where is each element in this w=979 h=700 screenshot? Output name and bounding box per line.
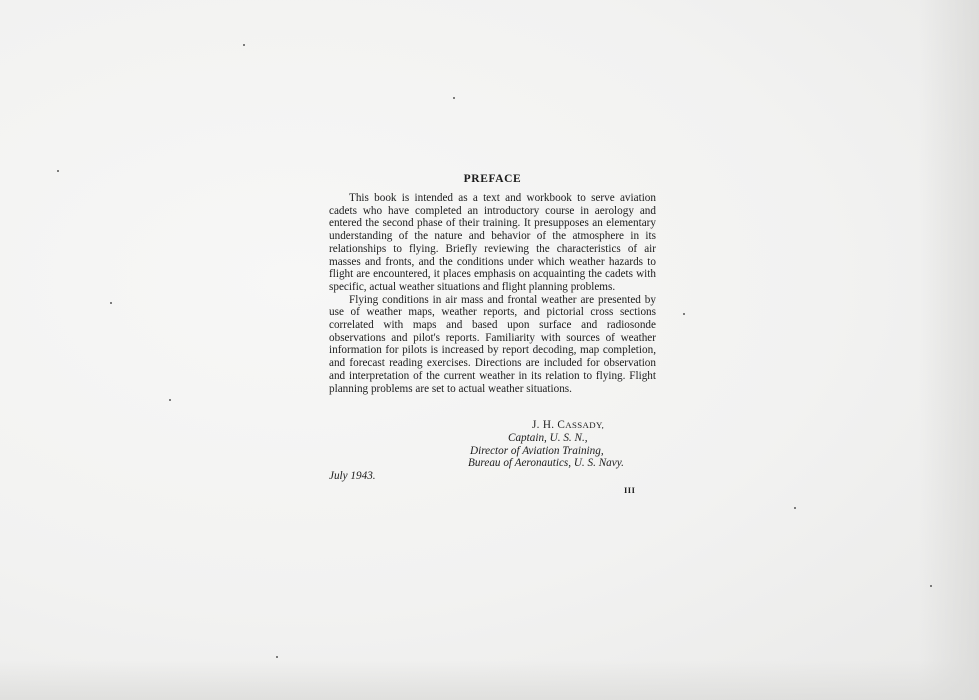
preface-title: PREFACE xyxy=(463,173,522,185)
paper-shadow-right xyxy=(919,0,979,700)
signatory-bureau: Bureau of Aeronautics, U. S. Navy. xyxy=(468,457,624,470)
paper-shadow-bottom xyxy=(0,660,979,700)
signatory-title: Director of Aviation Training, xyxy=(470,444,604,457)
paper-speck xyxy=(57,170,59,172)
signatory-initials: J. H. C xyxy=(532,419,566,431)
paper-speck xyxy=(169,399,171,401)
signatory-rank: Captain, U. S. N., xyxy=(508,431,588,444)
page-number: III xyxy=(624,485,636,495)
preface-date: July 1943. xyxy=(329,470,376,482)
paper-speck xyxy=(794,507,796,509)
paper-speck xyxy=(453,97,455,99)
paper-speck xyxy=(683,313,685,315)
paper-speck xyxy=(110,302,112,304)
preface-body xyxy=(329,192,656,395)
paper-speck xyxy=(276,656,278,658)
signatory-surname-small-caps: ASSADY, xyxy=(565,420,605,430)
signature-block xyxy=(468,419,668,470)
signatory-name xyxy=(468,419,668,432)
paper-speck xyxy=(930,585,932,587)
paper-speck xyxy=(243,44,245,46)
preface-paragraph-1: This book is intended as a text and workbook to serve aviation cadets who have completed an introductory course in aerology and entered the second phase of their training. It presupposes an elementary understanding of the nature and behavior of the atmosphere in its relationships to flying. Briefly reviewing the characteristics of air masses and fronts, and the conditions under which weather hazards to flight are encountered, it places emphasis on acquainting the cadets with specific, actual weather situations and flight planning problems. xyxy=(329,192,656,293)
preface-paragraph-2: Flying conditions in air mass and frontal weather are presented by use of weather maps, weather reports, and pictorial cross sections correlated with maps and based upon surface and radiosonde observations and pilot's reports. Familiarity with sources of weather information for pilots is increased by report decoding, map completion, and forecast reading exercises. Directions are included for observation and interpretation of the current weather in its relation to flying. Flight planning problems are set to actual weather situations. xyxy=(329,293,656,395)
